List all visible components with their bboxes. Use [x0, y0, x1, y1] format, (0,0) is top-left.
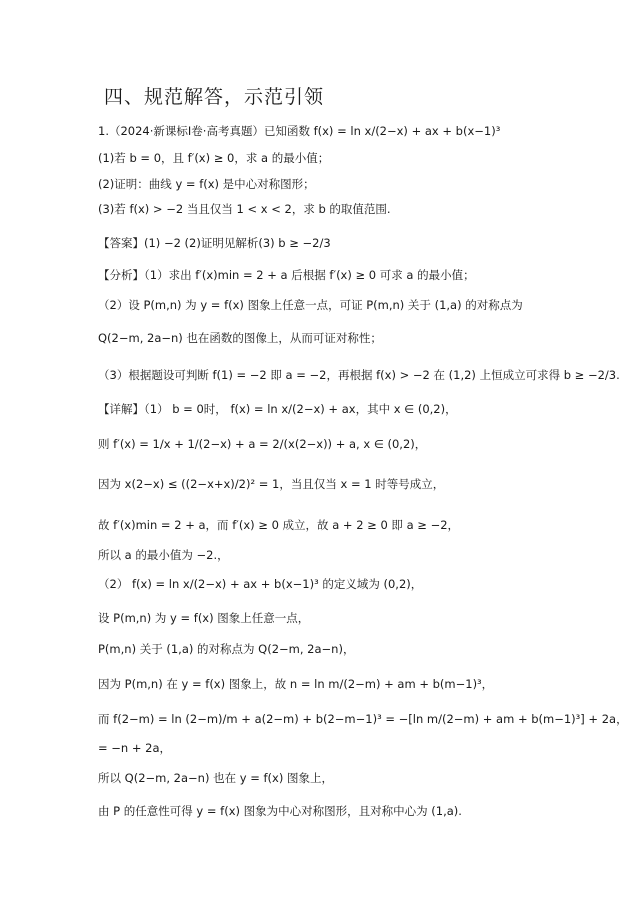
detail-2-symmetric-point: P(m,n) 关于 (1,a) 的对称点为 Q(2−m, 2a−n)， — [98, 642, 355, 656]
question-1: (1)若 b = 0，且 f′(x) ≥ 0，求 a 的最小值； — [98, 151, 330, 165]
detail-2-result: = −n + 2a， — [98, 741, 172, 755]
analysis-2-cont: Q(2−m, 2a−n) 也在函数的图像上，从而可证对称性； — [98, 331, 382, 345]
analysis-3: （3）根据题设可判断 f(1) = −2 即 a = −2，再根据 f(x) > −2 在 (1,2) 上恒成立可求得 b ≥ −2/3. — [98, 368, 620, 382]
detail-2-compute: 而 f(2−m) = ln (2−m)/m + a(2−m) + b(2−m−1)³ = −[ln m/(2−m) + am + b(m−1)³] + 2a， — [98, 712, 628, 726]
analysis-1: 【分析】（1）求出 f′(x)min = 2 + a 后根据 f′(x) ≥ 0 可求 a 的最小值； — [98, 268, 475, 282]
question-3: (3)若 f(x) > −2 当且仅当 1 < x < 2，求 b 的取值范围. — [98, 202, 391, 216]
detail-1-derivative: 则 f′(x) = 1/x + 1/(2−x) + a = 2/(x(2−x)) + a, x ∈ (0,2)， — [98, 437, 427, 451]
detail-2-on-graph: 因为 P(m,n) 在 y = f(x) 图象上，故 n = ln m/(2−m) + am + b(m−1)³， — [98, 677, 494, 691]
analysis-2: （2）设 P(m,n) 为 y = f(x) 图象上任意一点，可证 P(m,n) 关于 (1,a) 的对称点为 — [98, 298, 523, 312]
detail-2-point: 设 P(m,n) 为 y = f(x) 图象上任意一点， — [98, 611, 310, 625]
detail-1-conclusion: 所以 a 的最小值为 −2.， — [98, 548, 229, 562]
detail-2-domain: （2） f(x) = ln x/(2−x) + ax + b(x−1)³ 的定义域为 (0,2)， — [98, 577, 423, 591]
section-title: 四、规范解答，示范引领 — [104, 86, 325, 108]
problem-statement: 1.（2024·新课标Ⅰ卷·高考真题）已知函数 f(x) = ln x/(2−x) + ax + b(x−1)³ — [98, 124, 501, 138]
question-2: (2)证明：曲线 y = f(x) 是中心对称图形； — [98, 177, 315, 191]
detail-1: 【详解】（1） b = 0时， f(x) = ln x/(2−x) + ax，其中 x ∈ (0,2)， — [98, 402, 457, 416]
detail-1-min: 故 f′(x)min = 2 + a，而 f′(x) ≥ 0 成立，故 a + 2 ≥ 0 即 a ≥ −2， — [98, 518, 460, 532]
detail-2-conclusion: 由 P 的任意性可得 y = f(x) 图象为中心对称图形，且对称中心为 (1,a). — [98, 804, 462, 818]
detail-1-inequality: 因为 x(2−x) ≤ ((2−x+x)/2)² = 1，当且仅当 x = 1 时等号成立， — [98, 477, 445, 491]
answer-line: 【答案】(1) −2 (2)证明见解析(3) b ≥ −2/3 — [98, 236, 331, 250]
detail-2-q-on-graph: 所以 Q(2−m, 2a−n) 也在 y = f(x) 图象上， — [98, 771, 333, 785]
